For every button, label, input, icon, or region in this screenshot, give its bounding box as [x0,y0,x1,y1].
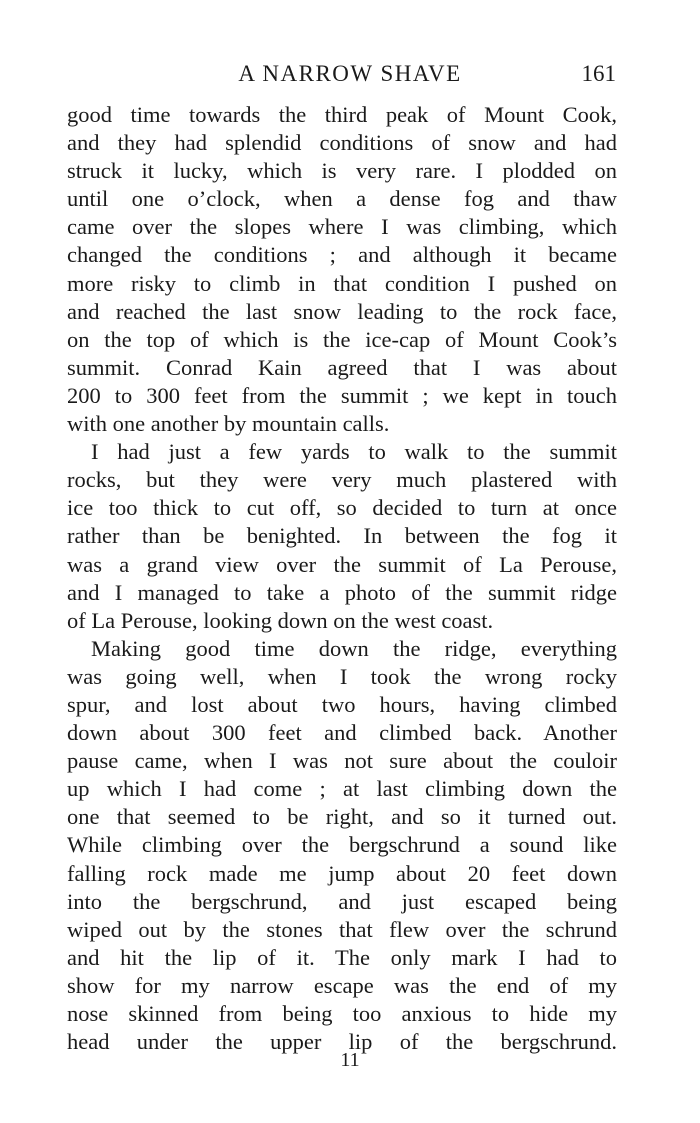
text-line: on the top of which is the ice-cap of Mount Cook’s [67,326,617,352]
text-line: into the bergschrund, and just escaped being [67,888,617,914]
text-line: rocks, but they were very much plastered with [67,467,617,493]
text-line: While climbing over the bergschrund a sound like [67,832,617,858]
text-line: of La Perouse, looking down on the west coast. [67,607,494,633]
text-line: head under the upper lip of the bergschrund. [67,1029,617,1055]
body-text [67,101,617,1056]
signature-mark: 11 [340,1049,360,1071]
text-line: with one another by mountain calls. [67,411,390,437]
text-line: pause came, when I was not sure about the couloir [67,748,617,774]
text-line: summit. Conrad Kain agreed that I was about [67,354,617,380]
text-line: and I managed to take a photo of the summit ridge [67,579,617,605]
text-line: show for my narrow escape was the end of my [67,972,617,998]
text-line: changed the conditions ; and although it became [67,242,617,268]
text-line: wiped out by the stones that flew over the schrund [67,916,617,942]
text-line: down about 300 feet and climbed back. Another [67,720,617,746]
text-line: ice too thick to cut off, so decided to turn at once [67,495,617,521]
text-line: spur, and lost about two hours, having climbed [67,691,617,717]
text-line: and hit the lip of it. The only mark I had to [67,944,617,970]
text-line: and reached the last snow leading to the rock face, [67,298,617,324]
text-line: 200 to 300 feet from the summit ; we kept in touch [67,382,617,408]
text-line: was a grand view over the summit of La Perouse, [67,551,617,577]
running-title: A NARROW SHAVE [238,61,462,86]
paragraph-first-line: I had just a few yards to walk to the summit [91,439,617,465]
text-line: up which I had come ; at last climbing down the [67,776,617,802]
text-line: more risky to climb in that condition I pushed on [67,270,617,296]
text-line: and they had splendid conditions of snow and had [67,130,617,156]
text-line: came over the slopes where I was climbing, which [67,214,617,240]
text-line: one that seemed to be right, and so it turned out. [67,804,617,830]
text-line: falling rock made me jump about 20 feet down [67,860,617,886]
text-line: struck it lucky, which is very rare. I plodded on [67,158,617,184]
page-number: 161 [581,61,616,86]
text-line: nose skinned from being too anxious to hide my [67,1001,617,1026]
text-line: good time towards the third peak of Mount Cook, [67,102,617,127]
text-line: until one o’clock, when a dense fog and thaw [67,186,617,212]
text-line: was going well, when I took the wrong rocky [67,663,617,689]
text-line: rather than be benighted. In between the fog it [67,523,617,549]
paragraph-first-line: Making good time down the ridge, everything [91,635,617,661]
